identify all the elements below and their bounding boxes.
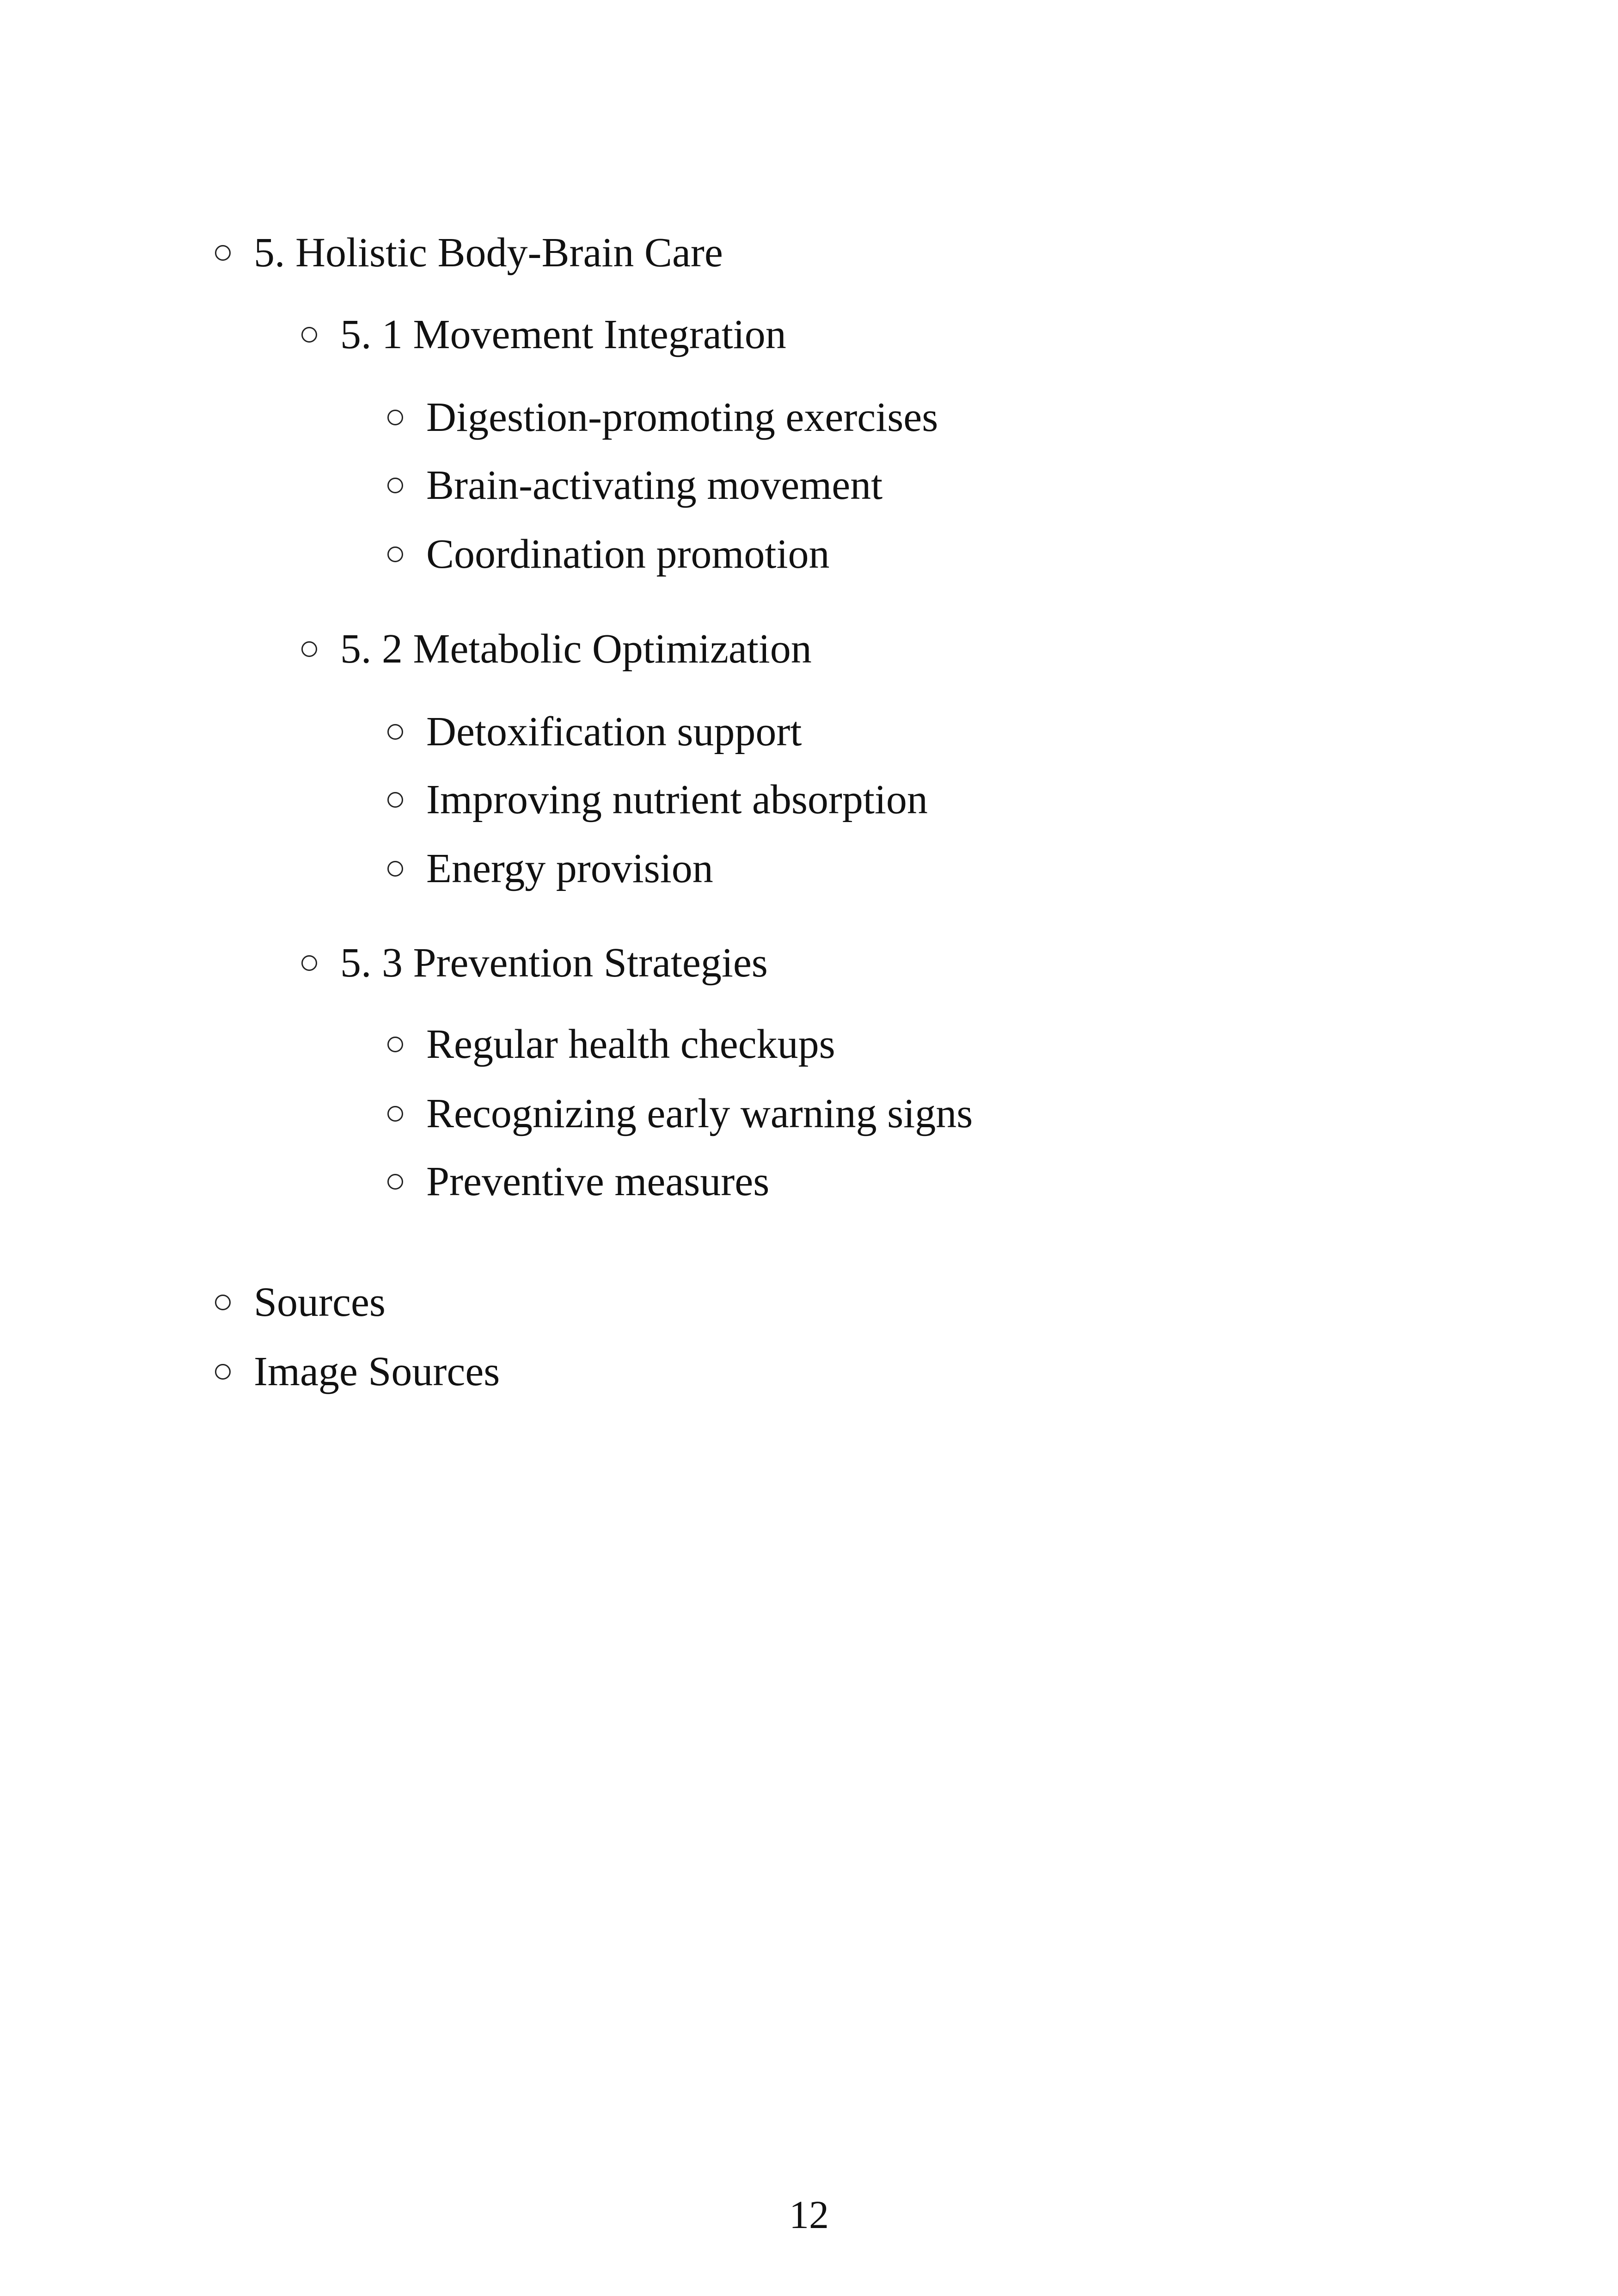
toc-item[interactable] bbox=[387, 846, 713, 892]
toc-item-label: Energy provision bbox=[426, 846, 713, 891]
hollow-circle-bullet-icon bbox=[215, 1295, 231, 1310]
toc-item-label: Digestion-promoting exercises bbox=[426, 394, 938, 440]
hollow-circle-bullet-icon bbox=[387, 478, 403, 493]
toc-subsection-label: 5. 2 Metabolic Optimization bbox=[340, 626, 812, 672]
toc-item[interactable] bbox=[387, 1021, 835, 1068]
toc-section-label: 5. Holistic Body-Brain Care bbox=[254, 230, 723, 276]
toc-item[interactable] bbox=[387, 394, 938, 441]
toc-item[interactable] bbox=[387, 1091, 973, 1137]
hollow-circle-bullet-icon bbox=[387, 1106, 403, 1122]
hollow-circle-bullet-icon bbox=[215, 1364, 231, 1380]
hollow-circle-bullet-icon bbox=[387, 724, 403, 740]
toc-item-label: Regular health checkups bbox=[426, 1021, 835, 1067]
toc-item[interactable] bbox=[387, 777, 928, 823]
hollow-circle-bullet-icon bbox=[387, 410, 403, 425]
toc-item[interactable] bbox=[387, 462, 883, 509]
toc-subsection-label: 5. 3 Prevention Strategies bbox=[340, 940, 768, 986]
toc-item-label: Brain-activating movement bbox=[426, 462, 883, 508]
hollow-circle-bullet-icon bbox=[215, 245, 231, 261]
toc-item[interactable] bbox=[387, 1159, 769, 1205]
toc-item-label: Coordination promotion bbox=[426, 531, 830, 577]
toc-item[interactable] bbox=[387, 709, 802, 755]
toc-subsection-5-1[interactable] bbox=[301, 312, 786, 358]
page-number: 12 bbox=[789, 2192, 829, 2237]
hollow-circle-bullet-icon bbox=[387, 792, 403, 808]
toc-sources-label: Sources bbox=[254, 1279, 386, 1325]
hollow-circle-bullet-icon bbox=[301, 955, 317, 971]
toc-item-label: Preventive measures bbox=[426, 1159, 770, 1204]
hollow-circle-bullet-icon bbox=[387, 546, 403, 562]
toc-subsection-5-2[interactable] bbox=[301, 626, 812, 672]
toc-item-label: Improving nutrient absorption bbox=[426, 777, 928, 823]
toc-subsection-label: 5. 1 Movement Integration bbox=[340, 312, 786, 357]
hollow-circle-bullet-icon bbox=[301, 641, 317, 657]
toc-item[interactable] bbox=[387, 531, 829, 577]
toc-section-5[interactable] bbox=[215, 230, 723, 276]
toc-item-label: Detoxification support bbox=[426, 709, 802, 755]
toc-item-label: Recognizing early warning signs bbox=[426, 1091, 973, 1136]
toc-subsection-5-3[interactable] bbox=[301, 940, 768, 986]
toc-image-sources-label: Image Sources bbox=[254, 1349, 500, 1394]
hollow-circle-bullet-icon bbox=[387, 861, 403, 877]
hollow-circle-bullet-icon bbox=[301, 327, 317, 343]
hollow-circle-bullet-icon bbox=[387, 1174, 403, 1190]
hollow-circle-bullet-icon bbox=[387, 1037, 403, 1052]
toc-sources[interactable] bbox=[215, 1279, 386, 1326]
toc-image-sources[interactable] bbox=[215, 1349, 500, 1395]
